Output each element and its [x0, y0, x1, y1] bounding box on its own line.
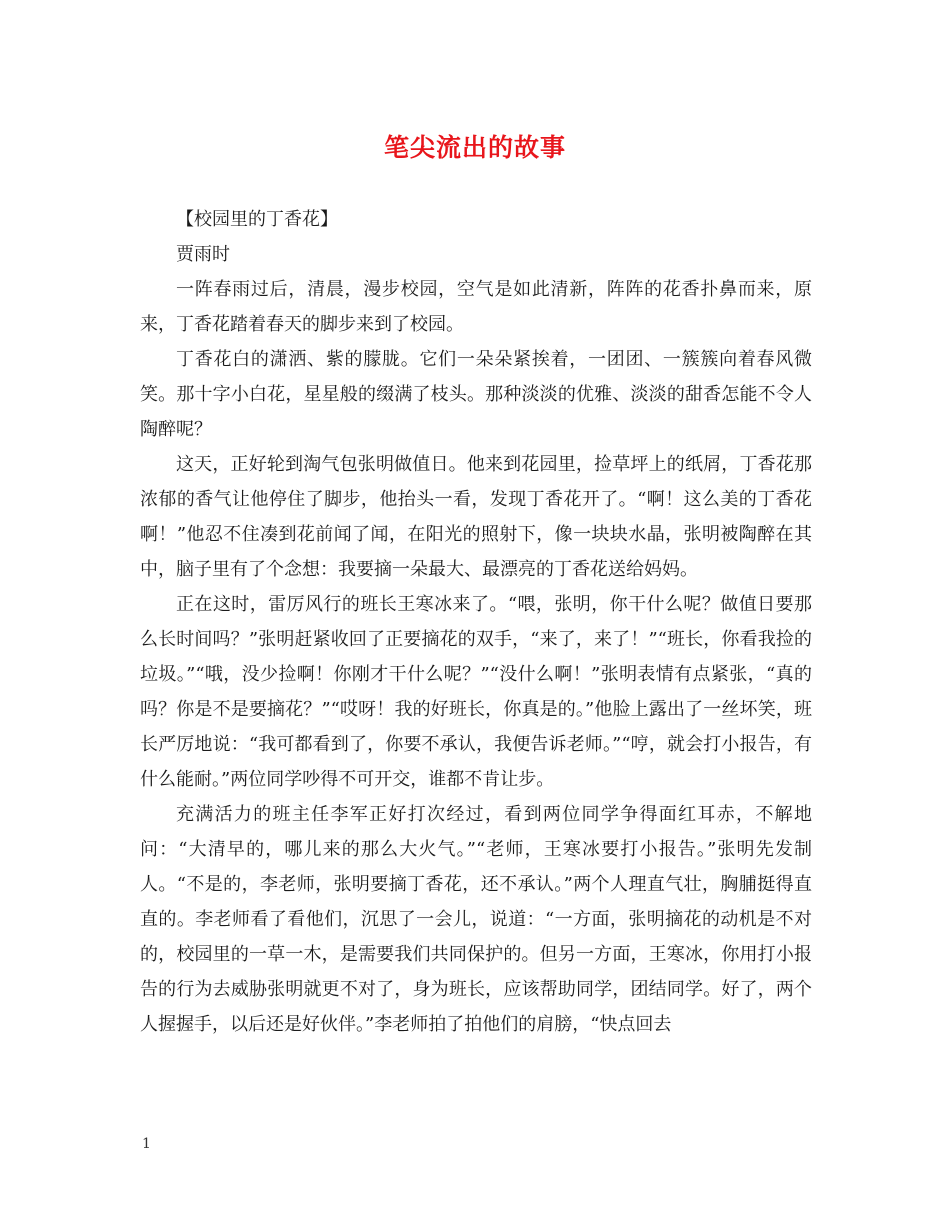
- document-title: 笔尖流出的故事: [383, 133, 566, 162]
- document-body: [140, 202, 812, 1042]
- paragraph: 充满活力的班主任李军正好打次经过，看到两位同学争得面红耳赤，不解地问：“大清早的，哪儿来的那么大火气。”“老师，王寒冰要打小报告。”张明先发制人。“不是的，李老师，张明要摘丁香花，还不承认。”两个人理直气壮，胸脯挺得直直的。李老师看了看他们，沉思了一会儿，说道：“一方面，张明摘花的动机是不对的，校园里的一草一木，是需要我们共同保护的。但另一方面，王寒冰，你用打小报告的行为去威胁张明就更不对了，身为班长，应该帮助同学，团结同学。好了，两个人握握手，以后还是好伙伴。”李老师拍了拍他们的肩膀，“快点回去: [140, 804, 812, 1035]
- page-number: 1: [142, 1136, 151, 1152]
- paragraph: 正在这时，雷厉风行的班长王寒冰来了。“喂，张明，你干什么呢？做值日要那么长时间吗？”张明赶紧收回了正要摘花的双手，“来了，来了！”“班长，你看我捡的垃圾。”“哦，没少捡啊！你刚才干什么呢？”“没什么啊！”张明表情有点紧张，“真的吗？你是不是要摘花？”“哎呀！我的好班长，你真是的。”他脸上露出了一丝坏笑，班长严厉地说：“我可都看到了，你要不承认，我便告诉老师。”“哼，就会打小报告，有什么能耐。”两位同学吵得不可开交，谁都不肯让步。: [140, 594, 812, 790]
- author-name: 贾雨时: [176, 244, 230, 265]
- paragraph: 一阵春雨过后，清晨，漫步校园，空气是如此清新，阵阵的花香扑鼻而来，原来，丁香花踏着春天的脚步来到了校园。: [140, 279, 812, 335]
- section-heading: 【校园里的丁香花】: [176, 209, 338, 230]
- paragraph: 这天，正好轮到淘气包张明做值日。他来到花园里，捡草坪上的纸屑，丁香花那浓郁的香气让他停住了脚步，他抬头一看，发现丁香花开了。“啊！这么美的丁香花啊！”他忍不住凑到花前闻了闻，在阳光的照射下，像一块块水晶，张明被陶醉在其中，脑子里有了个念想：我要摘一朵最大、最漂亮的丁香花送给妈妈。: [140, 454, 812, 580]
- paragraph: 丁香花白的潇洒、紫的朦胧。它们一朵朵紧挨着，一团团、一簇簇向着春风微笑。那十字小白花，星星般的缀满了枝头。那种淡淡的优雅、淡淡的甜香怎能不令人陶醉呢？: [140, 349, 812, 440]
